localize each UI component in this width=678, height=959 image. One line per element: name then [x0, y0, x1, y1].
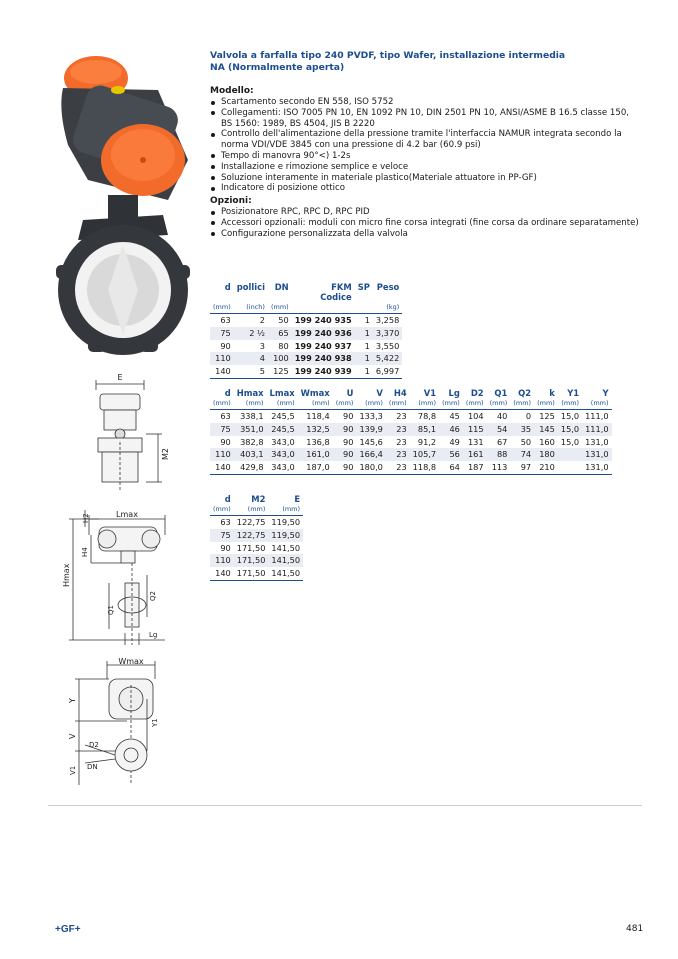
table-cell: 46	[439, 423, 463, 436]
unit-label: (mm)	[267, 398, 298, 410]
unit-label: (kg)	[373, 302, 402, 314]
list-item: Collegamenti: ISO 7005 PN 10, EN 1092 PN 10, DIN 2501 PN 10, ANSI/ASME B 16.5 classe 150, BS 1560: 1989, BS 4504, JIS B 2220	[210, 108, 640, 130]
table-cell: 140	[210, 461, 234, 474]
table-cell: 105,7	[410, 448, 439, 461]
table-cell: 382,8	[240, 436, 264, 447]
header-cell: Q2	[518, 388, 532, 398]
header-sp: SP	[357, 282, 370, 292]
table-row	[210, 423, 612, 436]
table-cell: 171,50	[236, 542, 266, 553]
header-cell: E	[294, 494, 301, 504]
header-dn: DN	[274, 282, 289, 292]
model-heading: Modello:	[210, 86, 254, 96]
side-view-drawing	[55, 505, 170, 650]
table-cell: 125	[268, 365, 292, 378]
table-cell: 141,50	[268, 554, 303, 567]
table-cell: 1	[355, 352, 373, 365]
table-cell: 54	[487, 423, 511, 436]
table-row	[210, 314, 402, 327]
table-row	[210, 554, 303, 567]
table-cell: 40	[496, 411, 508, 421]
table-cell: 90	[333, 461, 357, 474]
table-cell: 15,0	[560, 436, 580, 447]
table-cell: 139,9	[356, 423, 385, 436]
table-cell: 90	[220, 436, 231, 447]
table-cell: 50	[278, 315, 289, 325]
table-cell: 49	[449, 436, 460, 447]
table-cell: 343,0	[267, 448, 298, 461]
table-cell: 23	[386, 461, 410, 474]
unit-label: (mm)	[582, 398, 611, 410]
list-item: Tempo di manovra 90°<) 1-2s	[210, 151, 640, 162]
table-cell: 131,0	[585, 436, 609, 447]
table-cell: 343,0	[271, 436, 295, 447]
header-cell: Lmax	[269, 388, 295, 398]
label-m2: M2	[161, 448, 170, 460]
table-cell: 64	[439, 461, 463, 474]
header-d: d	[224, 282, 231, 292]
header-peso: Peso	[376, 282, 400, 292]
unit-label: (mm)	[534, 398, 558, 410]
header-cell: H4	[393, 388, 407, 398]
label-lg: Lg	[149, 631, 158, 639]
table-cell: 97	[510, 461, 534, 474]
header-pollici: pollici	[236, 282, 265, 292]
table-row	[210, 327, 402, 340]
header-cell: Y	[602, 388, 609, 398]
unit-label	[355, 302, 373, 314]
unit-label: (mm)	[268, 302, 292, 314]
table-cell: 199 240 937	[294, 340, 352, 351]
table-cell: 140	[210, 567, 234, 580]
table-cell: 1	[364, 315, 370, 325]
table-cell: 3,550	[375, 340, 400, 351]
header-cell: D2	[470, 388, 484, 398]
footer-divider	[48, 805, 642, 806]
table-row	[210, 542, 303, 555]
header-fkm: FKM	[331, 282, 352, 292]
table-cell: 131,0	[582, 448, 611, 461]
table-cell: 2	[259, 315, 265, 325]
table-cell	[558, 461, 582, 474]
label-wmax: Wmax	[118, 657, 144, 666]
table-row	[210, 567, 303, 580]
label-h4: H4	[81, 547, 89, 557]
table-cell: 111,0	[582, 423, 611, 436]
table-cell: 140	[210, 365, 234, 378]
table-cell: 3	[259, 340, 265, 351]
unit-label: (mm)	[234, 398, 267, 410]
table-cell: 351,0	[234, 423, 267, 436]
flange-table	[210, 494, 303, 581]
options-heading: Opzioni:	[210, 196, 252, 207]
table-cell: 75	[210, 423, 234, 436]
table-cell: 187	[463, 461, 487, 474]
table-cell: 5	[234, 365, 268, 378]
table-cell: 90	[343, 436, 354, 447]
unit-label: (inch)	[234, 302, 268, 314]
table-row	[210, 365, 402, 378]
table-cell: 1	[355, 327, 373, 340]
unit-label: (mm)	[487, 398, 511, 410]
table-cell: 187,0	[298, 461, 333, 474]
table-cell: 5,422	[373, 352, 402, 365]
label-h2: H2	[82, 513, 90, 523]
table-cell: 199 240 935	[294, 315, 352, 325]
table-cell: 63	[220, 517, 231, 527]
table-cell: 141,50	[271, 542, 301, 553]
table-cell: 1	[364, 340, 370, 351]
table-cell: 35	[510, 423, 534, 436]
table-cell: 115	[463, 423, 487, 436]
title-line-2: NA (Normalmente aperta)	[210, 62, 345, 73]
ordering-table	[210, 282, 402, 379]
table-cell: 45	[449, 411, 460, 421]
table-cell: 145,6	[359, 436, 383, 447]
list-item: Scartamento secondo EN 558, ISO 5752	[210, 97, 640, 108]
table-cell: 3,258	[375, 315, 400, 325]
table-cell: 90	[220, 542, 231, 553]
label-dn: DN	[87, 763, 98, 771]
header-cell: d	[224, 388, 231, 398]
label-q2: Q2	[149, 591, 157, 601]
unit-label	[292, 302, 355, 314]
table-cell: 166,4	[356, 448, 385, 461]
table-cell: 338,1	[240, 411, 264, 421]
table-cell: 4	[234, 352, 268, 365]
table-cell: 104	[467, 411, 484, 421]
table-cell: 91,2	[417, 436, 437, 447]
unit-label: (mm)	[210, 504, 234, 516]
list-item: Soluzione interamente in materiale plastico(Materiale attuatore in PP-GF)	[210, 173, 640, 184]
list-item: Configurazione personalizzata della valvola	[210, 229, 640, 240]
description-block	[210, 50, 640, 240]
table-cell: 199 240 939	[292, 365, 355, 378]
table-cell: 63	[220, 315, 231, 325]
table-cell: 180,0	[356, 461, 385, 474]
product-title	[210, 50, 640, 74]
header-cell: Wmax	[300, 388, 330, 398]
header-codice: Codice	[320, 292, 352, 302]
header-cell: V1	[423, 388, 437, 398]
table-cell: 210	[534, 461, 558, 474]
model-list	[210, 97, 640, 194]
table-cell: 199 240 938	[292, 352, 355, 365]
table-cell: 15,0	[560, 411, 580, 421]
label-e: E	[117, 373, 123, 382]
table-row	[210, 516, 303, 529]
table-cell: 23	[396, 411, 407, 421]
gf-logo: +GF+	[55, 924, 81, 935]
table-row	[210, 410, 612, 423]
table-cell: 75	[210, 529, 234, 542]
list-item: Indicatore di posizione ottico	[210, 183, 640, 194]
table-cell: 125	[539, 411, 555, 421]
table-row	[210, 352, 402, 365]
label-lmax: Lmax	[116, 510, 138, 519]
table-cell: 6,997	[373, 365, 402, 378]
table-cell: 136,8	[306, 436, 330, 447]
list-item: Controllo dell'alimentazione della pressione tramite l'interfaccia NAMUR integrata secondo la norma VDI/VDE 3845 con una pressione di 4.2 bar (60.9 psi)	[210, 129, 640, 151]
header-cell: Y1	[567, 388, 580, 398]
table-cell: 80	[278, 340, 289, 351]
unit-label: (mm)	[268, 504, 303, 516]
table-cell: 65	[268, 327, 292, 340]
header-cell: M2	[251, 494, 266, 504]
unit-label: (mm)	[333, 398, 357, 410]
table-cell: 0	[525, 411, 532, 421]
label-v: V	[68, 733, 77, 739]
header-cell: d	[224, 494, 231, 504]
table-cell: 131	[467, 436, 484, 447]
table-cell: 23	[396, 436, 407, 447]
table-cell: 110	[210, 352, 234, 365]
table-cell: 132,5	[298, 423, 333, 436]
header-cell: U	[346, 388, 354, 398]
table-cell: 245,5	[267, 423, 298, 436]
unit-label: (mm)	[298, 398, 333, 410]
table-cell: 85,1	[410, 423, 439, 436]
label-hmax: Hmax	[62, 563, 71, 587]
unit-label: (mm)	[410, 398, 439, 410]
page-number: 481	[626, 924, 644, 934]
table-cell: 160	[539, 436, 555, 447]
header-cell: k	[549, 388, 555, 398]
table-cell: 133,3	[359, 411, 383, 421]
table-cell: 50	[520, 436, 532, 447]
unit-label: (mm)	[463, 398, 487, 410]
table-cell: 74	[510, 448, 534, 461]
table-cell: 113	[487, 461, 511, 474]
unit-label: (mm)	[510, 398, 534, 410]
table-cell: 3,370	[373, 327, 402, 340]
unit-label: (mm)	[356, 398, 385, 410]
product-image	[48, 50, 198, 355]
table-cell: 131,0	[582, 461, 611, 474]
front-view-drawing	[78, 372, 188, 492]
table-cell: 245,5	[271, 411, 295, 421]
table-cell: 56	[439, 448, 463, 461]
table-row	[210, 529, 303, 542]
table-cell: 171,50	[234, 554, 269, 567]
unit-label: (mm)	[210, 302, 234, 314]
table-cell: 15,0	[558, 423, 582, 436]
unit-label: (mm)	[210, 398, 234, 410]
table-row	[210, 448, 612, 461]
table-row	[210, 436, 612, 449]
table-cell: 100	[268, 352, 292, 365]
label-v1: V1	[69, 765, 77, 775]
list-item: Accessori opzionali: moduli con micro fine corsa integrati (fine corsa da ordinare separatamente)	[210, 218, 640, 229]
table-cell: 122,75	[234, 529, 269, 542]
label-y: Y	[68, 698, 77, 703]
table-cell: 161,0	[298, 448, 333, 461]
header-cell: Lg	[448, 388, 460, 398]
table-cell: 118,8	[410, 461, 439, 474]
table-cell: 90	[333, 423, 357, 436]
table-cell: 429,8	[234, 461, 267, 474]
table-cell: 122,75	[236, 517, 266, 527]
table-cell: 111,0	[585, 411, 609, 421]
table-cell: 90	[333, 448, 357, 461]
table-cell: 403,1	[234, 448, 267, 461]
table-cell: 118,4	[306, 411, 330, 421]
title-line-1: Valvola a farfalla tipo 240 PVDF, tipo Wafer, installazione intermedia	[210, 50, 566, 61]
table-cell: 78,8	[417, 411, 437, 421]
unit-label: (mm)	[386, 398, 410, 410]
table-cell: 180	[534, 448, 558, 461]
table-cell: 1	[355, 365, 373, 378]
top-view-drawing	[55, 655, 170, 785]
table-cell: 119,50	[271, 517, 301, 527]
table-cell: 90	[343, 411, 354, 421]
table-cell: 141,50	[268, 567, 303, 580]
table-cell: 171,50	[234, 567, 269, 580]
table-cell: 199 240 936	[292, 327, 355, 340]
table-cell: 145	[534, 423, 558, 436]
header-cell: Hmax	[236, 388, 264, 398]
list-item: Posizionatore RPC, RPC D, RPC PID	[210, 207, 640, 218]
list-item: Installazione e rimozione semplice e veloce	[210, 162, 640, 173]
label-d2: D2	[89, 741, 99, 749]
table-cell: 161	[463, 448, 487, 461]
table-cell: 110	[210, 448, 234, 461]
table-cell	[558, 448, 582, 461]
unit-label: (mm)	[558, 398, 582, 410]
table-cell: 110	[210, 554, 234, 567]
table-cell: 67	[496, 436, 508, 447]
table-cell: 63	[220, 411, 231, 421]
table-cell: 2 ½	[234, 327, 268, 340]
label-q1: Q1	[107, 605, 115, 615]
table-cell: 343,0	[267, 461, 298, 474]
table-cell: 88	[487, 448, 511, 461]
unit-label: (mm)	[439, 398, 463, 410]
dimensions-table	[210, 388, 612, 475]
table-cell: 119,50	[268, 529, 303, 542]
table-cell: 90	[220, 340, 231, 351]
table-row	[210, 461, 612, 474]
label-y1: Y1	[151, 718, 159, 727]
header-cell: V	[376, 388, 383, 398]
table-row	[210, 340, 402, 353]
table-cell: 23	[386, 448, 410, 461]
options-list	[210, 207, 640, 239]
table-cell: 23	[386, 423, 410, 436]
header-cell: Q1	[494, 388, 508, 398]
table-cell: 75	[210, 327, 234, 340]
unit-label: (mm)	[234, 504, 269, 516]
